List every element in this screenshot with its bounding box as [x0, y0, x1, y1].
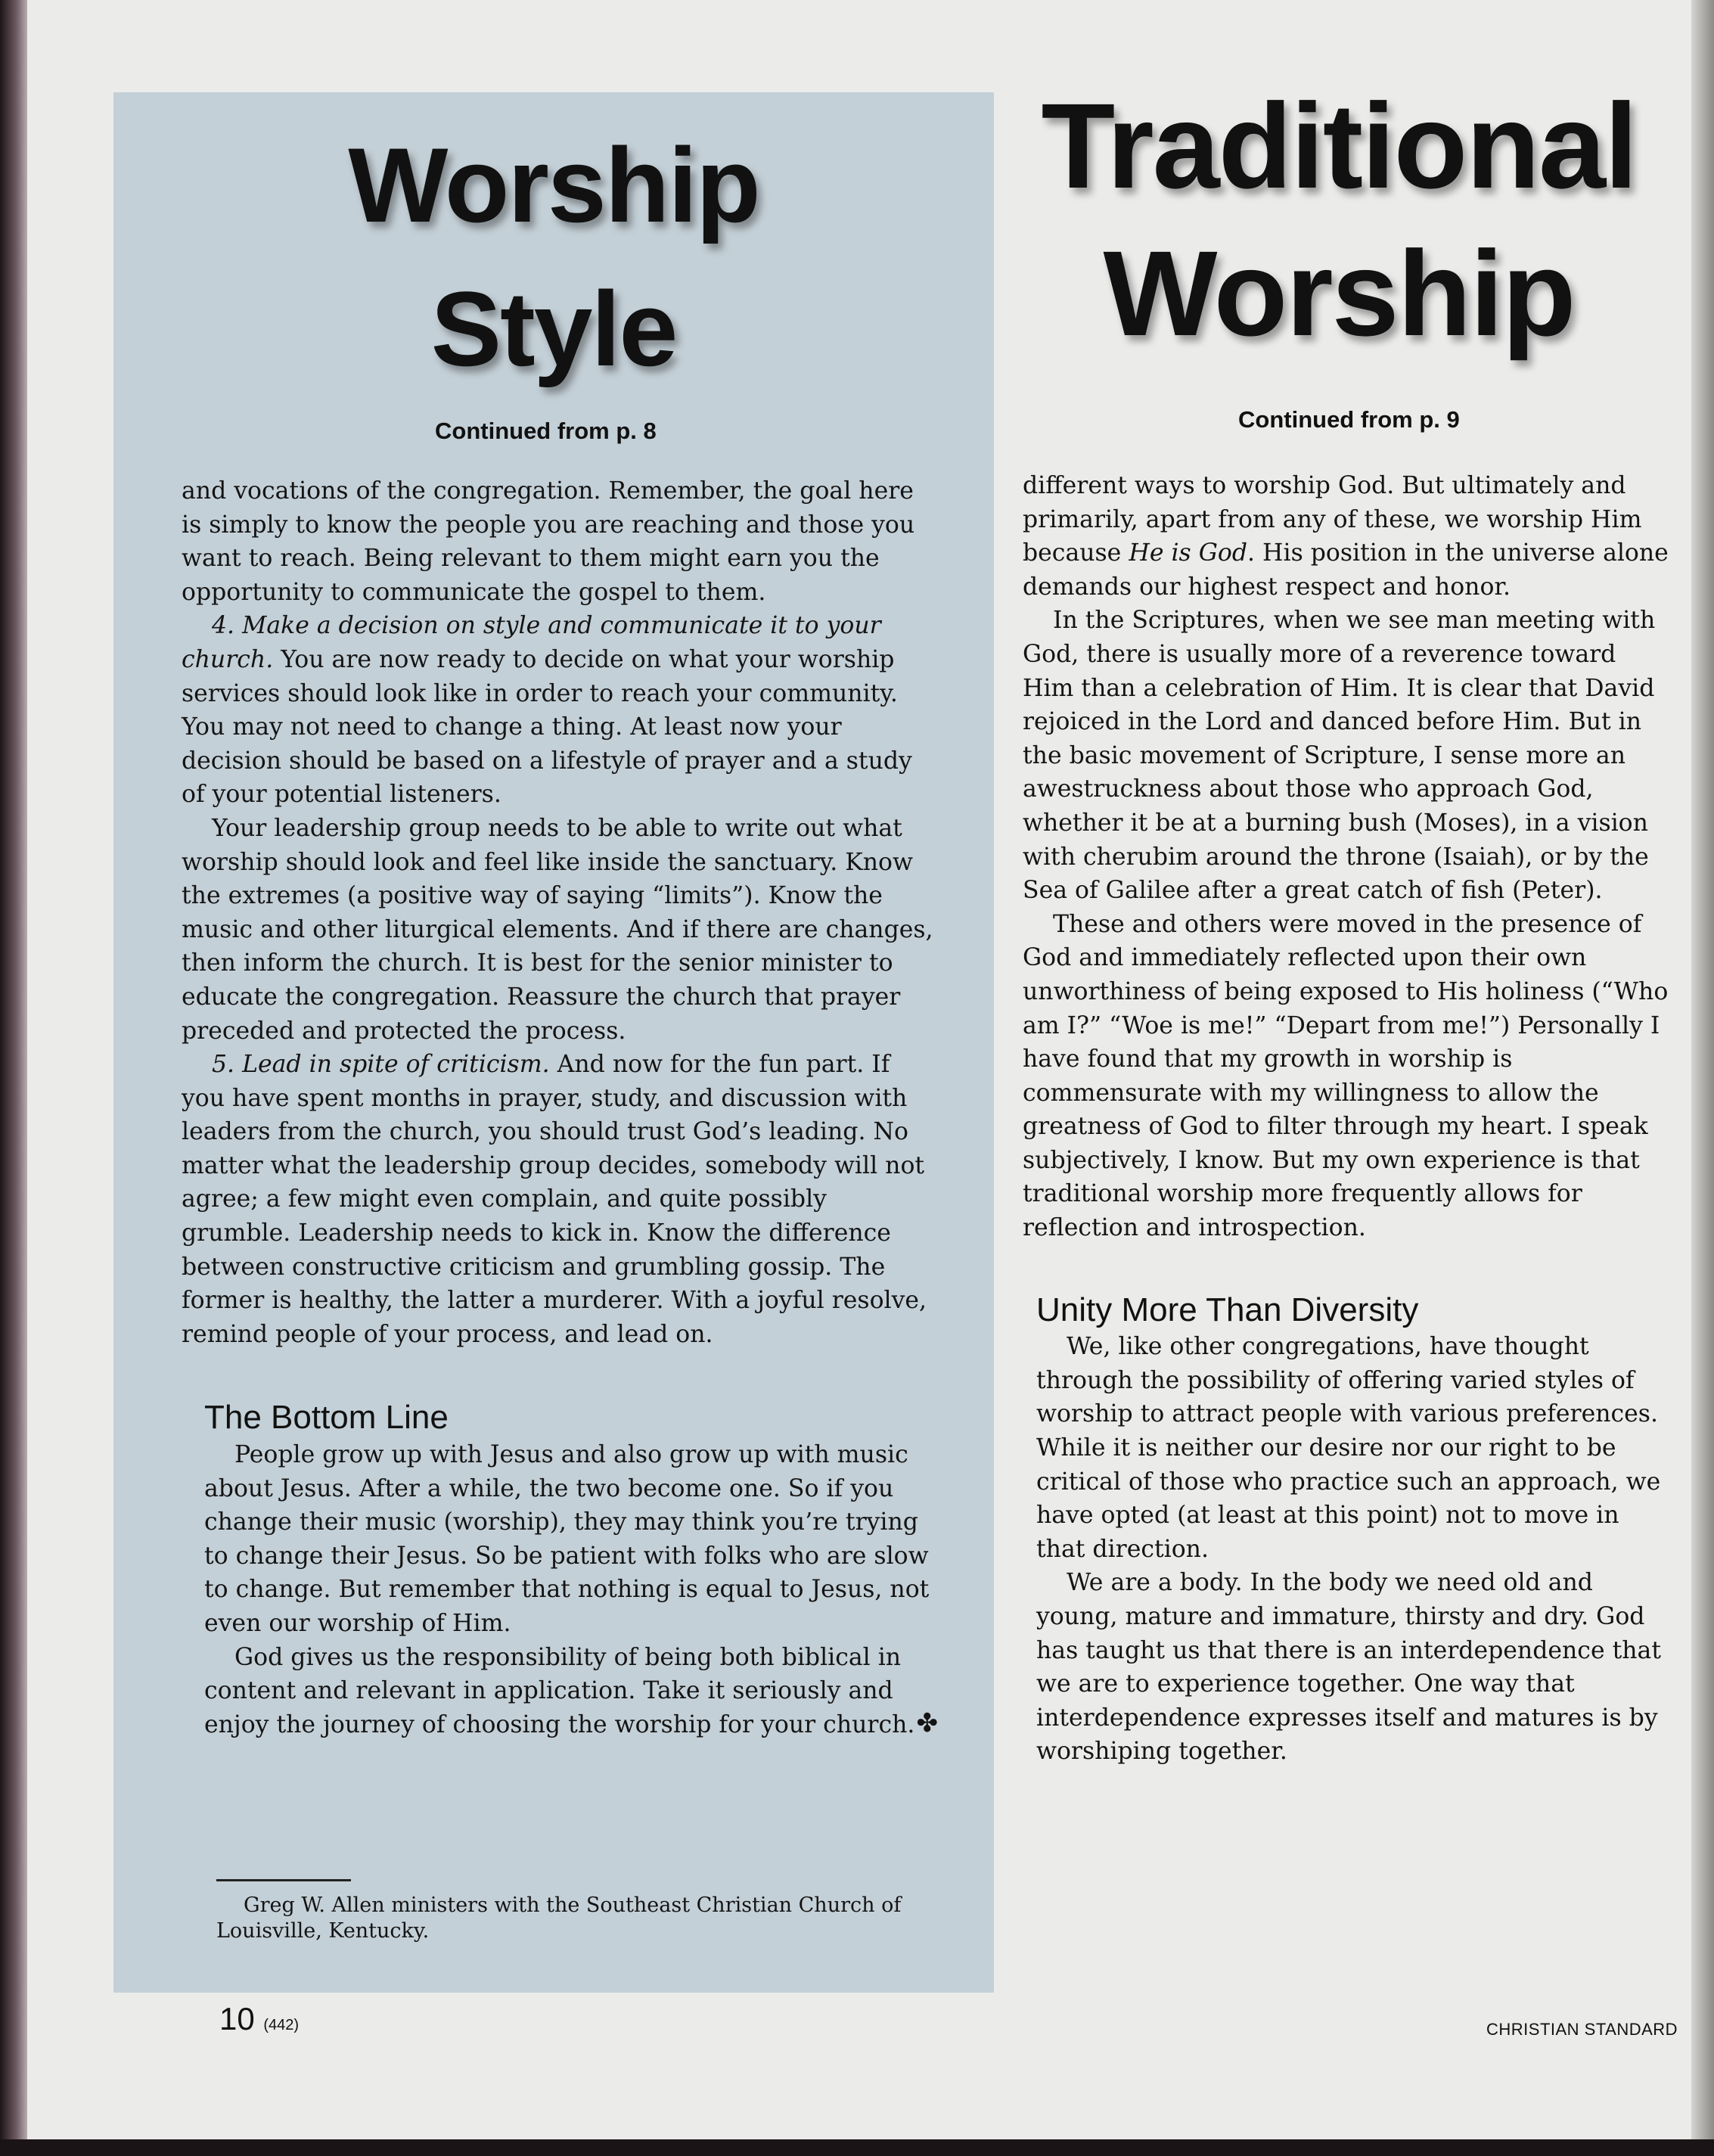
right-paragraph-3: These and others were moved in the presence of God and immediately reflected upon their own unworthiness of being exposed to His holiness (“Who am I?” “Woe is me!” “Depart from me!”) Personally I have found that my growth in worship is commensurate with my willingness to allow the greatness of God to filter through my heart. I speak subjectively, I know. But my own experience is that traditional worship more frequently allows for reflection and introspection.	[1023, 910, 1669, 1242]
right-article-title	[1006, 72, 1672, 367]
left-paragraph-2: 4. Make a decision on style and communicate it to your church. You are now ready to decide on what your worship services should look like in order to reach your community. You may not need to change a thing. At least now your decision should be based on a lifestyle of prayer and a study of your potential listeners.	[182, 612, 912, 809]
right-title-line2: Worship	[1103, 225, 1575, 361]
end-of-article-icon: ✤	[916, 1707, 938, 1738]
left-paragraph-4: 5. Lead in spite of criticism. And now for the fun part. If you have spent months in prayer, study, and discussion with leaders from the church, you should trust God’s leading. No matter what the leadership group decides, somebody will not agree; a few might even complain, and quite possibly grumble. Leadership needs to kick in. Know the difference between constructive criticism and grumbling gossip. The former is healthy, the latter a murderer. With a joyful resolve, remind people of your process, and lead on.	[182, 1051, 927, 1348]
left-paragraph-1: and vocations of the congregation. Remember, the goal here is simply to know the people you are reaching and those you want to reach. Being relevant to them might earn you the opportunity to communicate the gospel to them.	[182, 477, 915, 606]
page-edge	[1691, 0, 1714, 2156]
unity-section	[1023, 1330, 1669, 1769]
scan-bottom-edge	[0, 2139, 1714, 2156]
page-number: 10 (442)	[219, 2001, 300, 2036]
left-subhead-bottom-line: The Bottom Line	[204, 1399, 449, 1437]
right-title-line1: Traditional	[1041, 78, 1637, 213]
right-paragraph-1: different ways to worship God. But ultimately and primarily, apart from any of these, we worship Him because He is God. His position in the universe alone demands our highest respect and honor.	[1023, 472, 1669, 601]
left-title-line1: Worship	[348, 126, 759, 244]
book-spine	[0, 0, 27, 2156]
unity-paragraph-1: We, like other congregations, have thought through the possibility of offering varied styles of worship to attract people with various preferences. While it is neither our desire nor our right to be critical of those who practice such an approach, we have opted (at least at this point) not to move in that direction.	[1036, 1333, 1661, 1563]
right-article-body	[1023, 469, 1669, 1769]
left-continued-note: Continued from p. 8	[435, 418, 657, 444]
magazine-name: CHRISTIAN STANDARD	[1486, 2020, 1678, 2039]
right-continued-note: Continued from p. 9	[1238, 406, 1460, 433]
left-paragraph-3: Your leadership group needs to be able to write out what worship should look and feel like inside the sanctuary. Know the extremes (a positive way of saying “limits”). Know the music and other liturgical elements. And if there are changes, then inform the church. It is best for the senior minister to educate the congregation. Reassure the church that prayer preceded and protected the process.	[182, 814, 933, 1045]
right-paragraph-2: In the Scriptures, when we see man meeting with God, there is usually more of a reverence toward Him than a celebration of Him. It is clear that David rejoiced in the Lord and danced before Him. But in the basic movement of Scripture, I sense more an awestruckness about those who approach God, whether it be at a burning bush (Moses), in a vision with cherubim around the throne (Isaiah), or by the Sea of Galilee after a great catch of fish (Peter).	[1023, 607, 1656, 905]
left-article-body	[182, 474, 938, 1741]
left-article-title	[113, 113, 994, 401]
bottom-line-paragraph-2: God gives us the responsibility of being both biblical in content and relevant in application. Take it seriously and enjoy the journey of choosing the worship for your church.	[204, 1643, 915, 1738]
bottom-line-paragraph-1: People grow up with Jesus and also grow up with music about Jesus. After a while, the two become one. So if you change their music (worship), they may think you’re trying to change their Jesus. So be patient with folks who are slow to change. But remember that nothing is equal to Jesus, not even our worship of Him.	[204, 1441, 930, 1637]
author-byline: Greg W. Allen ministers with the Southeast Christian Church of Louisville, Kentucky.	[216, 1893, 902, 1943]
byline-rule	[216, 1879, 351, 1881]
left-title-line2: Style	[430, 269, 677, 388]
right-subhead-unity: Unity More Than Diversity	[1036, 1291, 1419, 1328]
unity-paragraph-2: We are a body. In the body we need old and young, mature and immature, thirsty and dry. God has taught us that there is an interdependence that we are to experience together. One way that interdependence expresses itself and matures is by worshiping together.	[1036, 1569, 1661, 1766]
bottom-line-section	[182, 1438, 938, 1741]
